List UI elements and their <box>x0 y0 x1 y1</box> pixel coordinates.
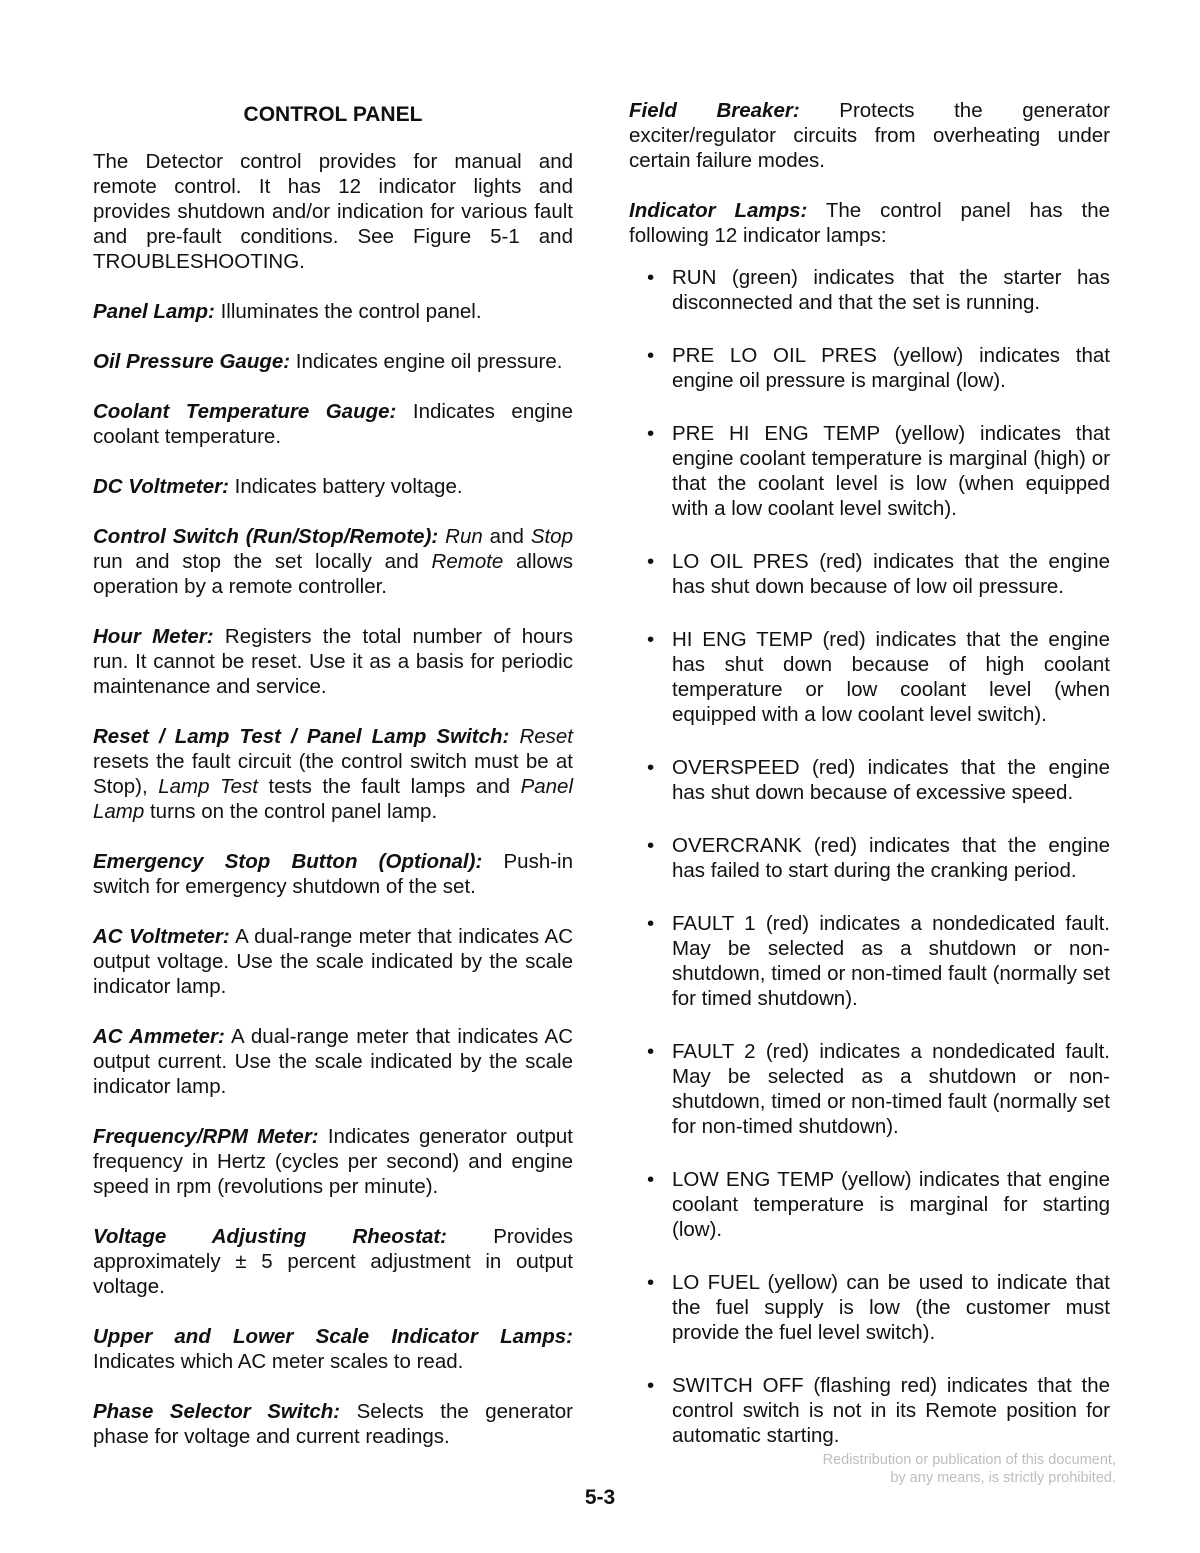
description: Registers the total number of hours run. It cannot be reset. Use it as a basis for periodic maintenance and service. <box>93 625 573 698</box>
list-item <box>647 421 1110 521</box>
bullet-icon: • <box>647 912 655 935</box>
text-run: turns on the control panel lamp. <box>144 800 438 823</box>
oil-pressure-gauge-paragraph <box>93 349 573 374</box>
panel-lamp-paragraph <box>93 299 573 324</box>
description: Indicates engine oil pressure. <box>290 350 563 373</box>
list-item <box>647 833 1110 883</box>
term: Phase Selector Switch: <box>93 1400 341 1423</box>
hour-meter-paragraph <box>93 624 573 699</box>
list-item <box>647 911 1110 1011</box>
lamp-description: LO OIL PRES (red) indicates that the engine has shut down because of low oil pressure. <box>672 550 1110 598</box>
list-item <box>647 755 1110 805</box>
description: Protects the generator exciter/regulator circuits from overheating under certain failure modes. <box>629 99 1110 172</box>
bullet-icon: • <box>647 1271 655 1294</box>
list-item <box>647 627 1110 727</box>
bullet-icon: • <box>647 422 655 445</box>
term: Control Switch (Run/Stop/Remote): <box>93 525 439 548</box>
lamp-description: OVERSPEED (red) indicates that the engine has shut down because of excessive speed. <box>672 756 1110 804</box>
lamp-description: SWITCH OFF (flashing red) indicates that the control switch is not in its Remote position for automatic starting. <box>672 1374 1110 1447</box>
right-column <box>629 98 1110 1476</box>
description: The control panel has the following 12 indicator lamps: <box>629 199 1110 247</box>
text-run: tests the fault lamps and <box>258 775 521 798</box>
section-title: CONTROL PANEL <box>243 103 423 126</box>
description: A dual-range meter that indicates AC output current. Use the scale indicated by the scale indicator lamp. <box>93 1025 573 1098</box>
indicator-lamps-paragraph <box>629 198 1110 248</box>
page-number: 5-3 <box>584 1486 616 1509</box>
description: Selects the generator phase for voltage and current readings. <box>93 1400 573 1448</box>
description: Indicates battery voltage. <box>228 475 463 498</box>
bullet-icon: • <box>647 344 655 367</box>
term: Upper and Lower Scale Indicator Lamps: <box>93 1325 573 1348</box>
ac-voltmeter-paragraph <box>93 924 573 999</box>
reset-switch-paragraph <box>93 724 573 824</box>
emphasis-remote: Remote <box>431 550 504 573</box>
frequency-rpm-meter-paragraph <box>93 1124 573 1199</box>
description: Push-in switch for emergency shutdown of the set. <box>93 850 573 898</box>
ac-ammeter-paragraph <box>93 1024 573 1099</box>
lamp-description: RUN (green) indicates that the starter has disconnected and that the set is running. <box>672 266 1110 314</box>
phase-selector-paragraph <box>93 1399 573 1449</box>
description: Indicates which AC meter scales to read. <box>93 1350 464 1373</box>
bullet-icon: • <box>647 1168 655 1191</box>
description: Provides approximately ± 5 percent adjustment in output voltage. <box>93 1225 573 1298</box>
notice-line: by any means, is strictly prohibited. <box>890 1470 1116 1486</box>
bullet-icon: • <box>647 1374 655 1397</box>
notice-line: Redistribution or publication of this document, <box>822 1452 1116 1468</box>
list-item <box>647 343 1110 393</box>
text-run <box>509 725 519 748</box>
redistribution-notice <box>823 1451 1116 1487</box>
description: A dual-range meter that indicates AC output voltage. Use the scale indicated by the scale indicator lamp. <box>93 925 573 998</box>
text-run: allows operation by a remote controller. <box>93 550 573 598</box>
term: Coolant Temperature Gauge: <box>93 400 397 423</box>
description: Indicates generator output frequency in Hertz (cycles per second) and engine speed in rpm (revolutions per minute). <box>93 1125 573 1198</box>
term: Panel Lamp: <box>93 300 215 323</box>
term: Emergency Stop Button (Optional): <box>93 850 483 873</box>
lamp-description: HI ENG TEMP (red) indicates that the engine has shut down because of high coolant temperature or low coolant level (when equipped with a low coolant level switch). <box>672 628 1110 726</box>
list-item <box>647 549 1110 599</box>
emphasis-reset: Reset <box>519 725 574 748</box>
lamp-description: OVERCRANK (red) indicates that the engine has failed to start during the cranking period. <box>672 834 1110 882</box>
term: Field Breaker: <box>629 99 800 122</box>
term: Indicator Lamps: <box>629 199 808 222</box>
term: DC Voltmeter: <box>93 475 229 498</box>
dc-voltmeter-paragraph <box>93 474 573 499</box>
lamp-description: FAULT 1 (red) indicates a nondedicated fault. May be selected as a shutdown or non-shutdown, timed or non-timed fault (normally set for timed shutdown). <box>672 912 1110 1010</box>
emphasis-stop: Stop <box>530 525 573 548</box>
emergency-stop-paragraph <box>93 849 573 899</box>
emphasis-lamp-test: Lamp Test <box>158 775 259 798</box>
description: Indicates engine coolant temperature. <box>93 400 573 448</box>
term: Oil Pressure Gauge: <box>93 350 291 373</box>
lamp-description: FAULT 2 (red) indicates a nondedicated fault. May be selected as a shutdown or non-shutdown, timed or non-timed fault (normally set for non-timed shutdown). <box>672 1040 1110 1138</box>
scale-indicator-lamps-paragraph <box>93 1324 573 1374</box>
description: Illuminates the control panel. <box>214 300 482 323</box>
text-run: and <box>482 525 531 548</box>
term: Voltage Adjusting Rheostat: <box>93 1225 447 1248</box>
lamp-description: PRE LO OIL PRES (yellow) indicates that engine oil pressure is marginal (low). <box>672 344 1110 392</box>
bullet-icon: • <box>647 628 655 651</box>
list-item <box>647 265 1110 315</box>
term: Frequency/RPM Meter: <box>93 1125 319 1148</box>
term: Reset / Lamp Test / Panel Lamp Switch: <box>93 725 510 748</box>
text-run: resets the fault circuit (the control switch must be at Stop), <box>93 750 573 798</box>
intro-paragraph: The Detector control provides for manual and remote control. It has 12 indicator lights and provides shutdown and/or indication for various fault and pre-fault conditions. See Figure 5-1 and TROUBLESHOOTING. <box>93 150 573 273</box>
list-item <box>647 1373 1110 1448</box>
text-run: run and stop the set locally and <box>93 550 432 573</box>
list-item <box>647 1039 1110 1139</box>
bullet-icon: • <box>647 1040 655 1063</box>
lamp-description: LOW ENG TEMP (yellow) indicates that engine coolant temperature is marginal for starting (low). <box>672 1168 1110 1241</box>
term: AC Voltmeter: <box>93 925 230 948</box>
term: AC Ammeter: <box>93 1025 225 1048</box>
indicator-lamp-list <box>629 265 1110 1448</box>
control-switch-paragraph <box>93 524 573 599</box>
bullet-icon: • <box>647 266 655 289</box>
coolant-temperature-gauge-paragraph <box>93 399 573 449</box>
bullet-icon: • <box>647 550 655 573</box>
bullet-icon: • <box>647 756 655 779</box>
term: Hour Meter: <box>93 625 214 648</box>
lamp-description: PRE HI ENG TEMP (yellow) indicates that engine coolant temperature is marginal (high) or that the coolant level is low (when equipped with a low coolant level switch). <box>672 422 1110 520</box>
emphasis-run: Run <box>445 525 483 548</box>
left-column <box>93 98 573 1474</box>
list-item <box>647 1167 1110 1242</box>
bullet-icon: • <box>647 834 655 857</box>
list-item <box>647 1270 1110 1345</box>
emphasis-panel-lamp: Panel Lamp <box>93 775 573 823</box>
voltage-rheostat-paragraph <box>93 1224 573 1299</box>
field-breaker-paragraph <box>629 98 1110 173</box>
lamp-description: LO FUEL (yellow) can be used to indicate that the fuel supply is low (the customer must provide the fuel level switch). <box>672 1271 1110 1344</box>
